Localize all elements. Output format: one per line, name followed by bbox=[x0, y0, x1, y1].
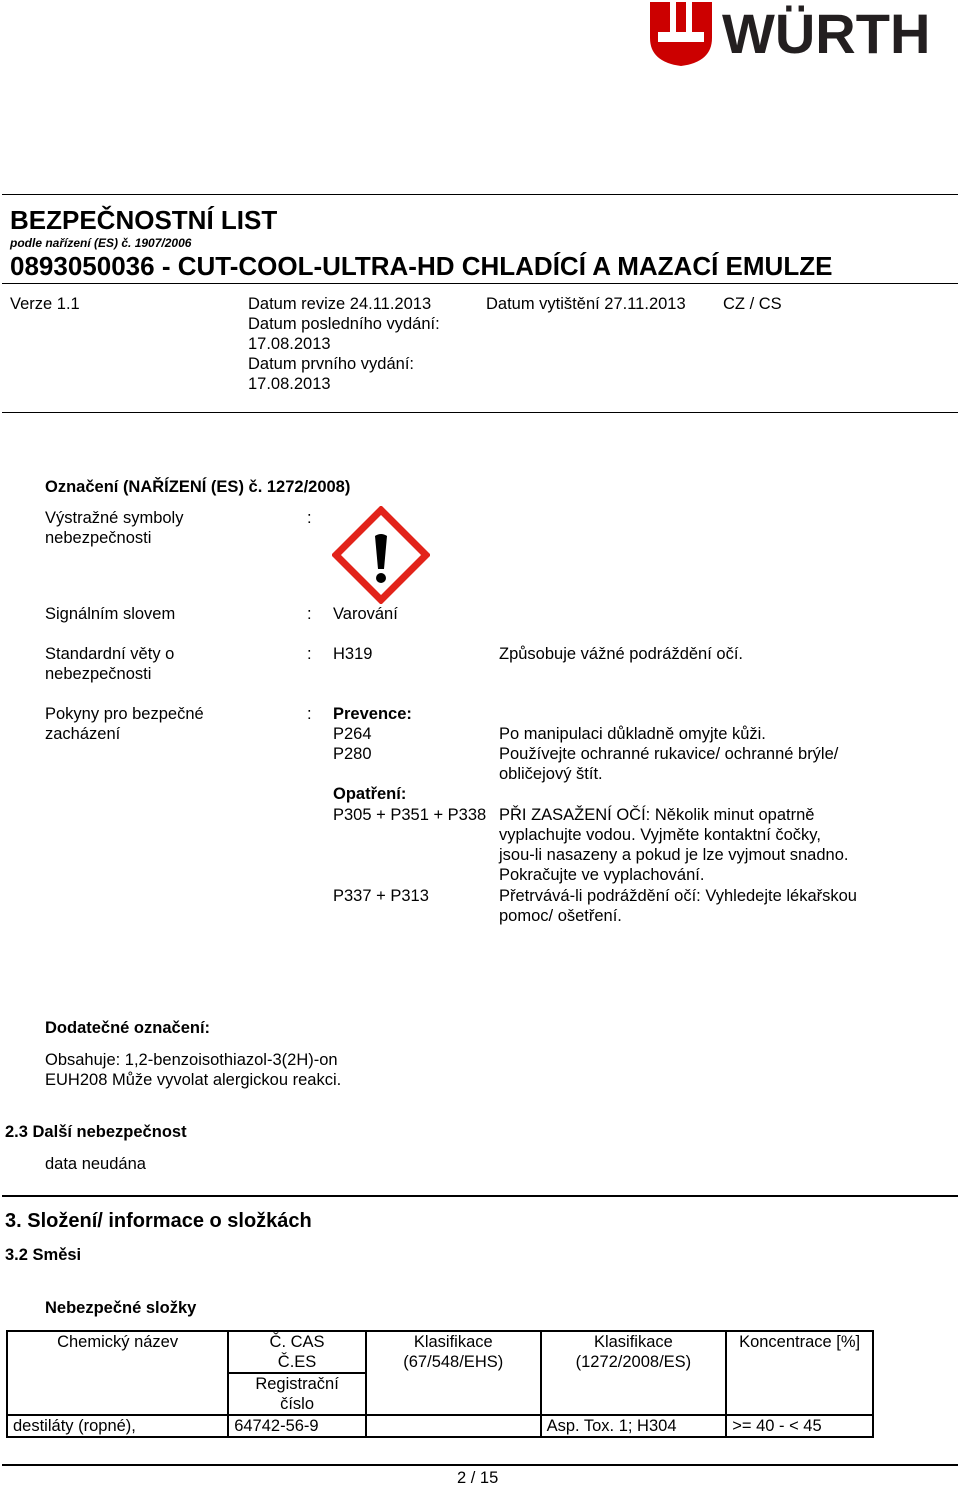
column-name-label: Chemický název bbox=[57, 1333, 179, 1351]
p280-text-line2: obličejový štít. bbox=[499, 765, 603, 783]
pictogram-label-line2: nebezpečnosti bbox=[45, 529, 152, 547]
pictogram-label-line1: Výstražné symboly bbox=[45, 509, 184, 527]
signal-word-colon: : bbox=[307, 605, 312, 623]
hazard-label-line2: nebezpečnosti bbox=[45, 665, 152, 683]
section-2-3-heading: 2.3 Další nebezpečnost bbox=[5, 1123, 187, 1141]
section-2-3-text: data neudána bbox=[45, 1155, 146, 1173]
hazardous-components-table bbox=[6, 1330, 874, 1438]
hazard-label-line1: Standardní věty o bbox=[45, 645, 175, 663]
column-es-label: Č.ES bbox=[277, 1353, 317, 1371]
logo-text: WÜRTH bbox=[722, 2, 931, 65]
product-name: 0893050036 - CUT-COOL-ULTRA-HD CHLADÍCÍ A MAZACÍ EMULZE bbox=[10, 251, 833, 281]
euh208-text: EUH208 Může vyvolat alergickou reakci. bbox=[45, 1071, 342, 1089]
column-concentration-label: Koncentrace [%] bbox=[739, 1333, 861, 1351]
contains-text: Obsahuje: 1,2-benzoisothiazol-3(2H)-on bbox=[45, 1051, 338, 1069]
p337-code: P337 + P313 bbox=[333, 887, 429, 905]
p280-text-line1: Používejte ochranné rukavice/ ochranné brýle/ bbox=[499, 745, 839, 763]
column-cas-label: Č. CAS bbox=[269, 1333, 325, 1351]
document-title: BEZPEČNOSTNÍ LIST bbox=[10, 205, 278, 235]
header-cell-concentration bbox=[726, 1331, 873, 1415]
p280-code: P280 bbox=[333, 745, 372, 763]
row-class1272: Asp. Tox. 1; H304 bbox=[541, 1415, 727, 1437]
wurth-logo-mark-icon bbox=[650, 2, 712, 66]
first-issue-label: Datum prvního vydání: bbox=[248, 355, 414, 373]
signal-word-label: Signálním slovem bbox=[45, 605, 176, 623]
row-class67 bbox=[366, 1415, 541, 1437]
print-date: Datum vytištění 27.11.2013 bbox=[486, 295, 686, 313]
hazard-text: Způsobuje vážné podráždění očí. bbox=[499, 645, 743, 663]
hazard-colon: : bbox=[307, 645, 312, 663]
row-name: destiláty (ropné), bbox=[7, 1415, 228, 1437]
header-cell-class1272 bbox=[541, 1331, 727, 1415]
first-issue-date: 17.08.2013 bbox=[248, 375, 331, 393]
section-3-divider bbox=[2, 1195, 958, 1197]
header-top-divider bbox=[2, 194, 958, 195]
last-issue-date: 17.08.2013 bbox=[248, 335, 331, 353]
ghs07-exclamation-mark-icon bbox=[332, 506, 430, 604]
p337-text-line2: pomoc/ ošetření. bbox=[499, 907, 622, 925]
column-reg-label-line2: číslo bbox=[280, 1395, 315, 1413]
hazard-code: H319 bbox=[333, 645, 373, 663]
column-class1272-label-line1: Klasifikace bbox=[593, 1333, 673, 1351]
header-cell-class67 bbox=[366, 1331, 541, 1415]
header-bottom-divider bbox=[2, 412, 958, 413]
prevention-heading: Prevence: bbox=[333, 705, 412, 723]
pictogram-colon: : bbox=[307, 509, 312, 527]
column-reg-label-line1: Registrační bbox=[255, 1375, 339, 1393]
table-row bbox=[7, 1415, 873, 1437]
p305-text-line1: PŘI ZASAŽENÍ OČÍ: Několik minut opatrně bbox=[499, 806, 815, 824]
product-divider bbox=[2, 283, 958, 284]
header-cell-ids bbox=[228, 1331, 366, 1415]
p305-code: P305 + P351 + P338 bbox=[333, 806, 487, 824]
column-class67-label-line1: Klasifikace bbox=[413, 1333, 493, 1351]
precaution-label-line2: zacházení bbox=[45, 725, 121, 743]
regulation-subtitle: podle nařízení (ES) č. 1907/2006 bbox=[10, 236, 192, 250]
section-3-heading: 3. Složení/ informace o složkách bbox=[5, 1210, 312, 1232]
section-3-2-heading: 3.2 Směsi bbox=[5, 1246, 82, 1264]
table-header-row bbox=[7, 1331, 873, 1415]
header-cell-name bbox=[7, 1331, 228, 1415]
row-concentration: >= 40 - < 45 bbox=[726, 1415, 873, 1437]
p337-text-line1: Přetrvává-li podráždění očí: Vyhledejte lékařskou bbox=[499, 887, 857, 905]
footer-divider bbox=[2, 1464, 958, 1466]
last-issue-label: Datum posledního vydání: bbox=[248, 315, 440, 333]
row-cas: 64742-56-9 bbox=[228, 1415, 366, 1437]
labelling-heading: Označení (NAŘÍZENÍ (ES) č. 1272/2008) bbox=[45, 478, 351, 496]
column-class67-label-line2: (67/548/EHS) bbox=[403, 1353, 504, 1371]
p305-text-line4: Pokračujte ve vyplachování. bbox=[499, 866, 705, 884]
additional-labelling-heading: Dodatečné označení: bbox=[45, 1019, 211, 1037]
locale: CZ / CS bbox=[723, 295, 782, 313]
hazardous-components-heading: Nebezpečné složky bbox=[45, 1299, 197, 1317]
precaution-label-line1: Pokyny pro bezpečné bbox=[45, 705, 204, 723]
page-number: 2 / 15 bbox=[457, 1469, 499, 1487]
precaution-colon: : bbox=[307, 705, 312, 723]
p264-text: Po manipulaci důkladně omyjte kůži. bbox=[499, 725, 766, 743]
p264-code: P264 bbox=[333, 725, 372, 743]
column-class1272-label-line2: (1272/2008/ES) bbox=[575, 1353, 692, 1371]
signal-word-value: Varování bbox=[333, 605, 398, 623]
response-heading: Opatření: bbox=[333, 785, 407, 803]
p305-text-line3: jsou-li nasazeny a pokud je lze vyjmout snadno. bbox=[499, 846, 849, 864]
version: Verze 1.1 bbox=[10, 295, 80, 313]
revision-date: Datum revize 24.11.2013 bbox=[248, 295, 432, 313]
p305-text-line2: vyplachujte vodou. Vyjměte kontaktní čočky, bbox=[499, 826, 821, 844]
